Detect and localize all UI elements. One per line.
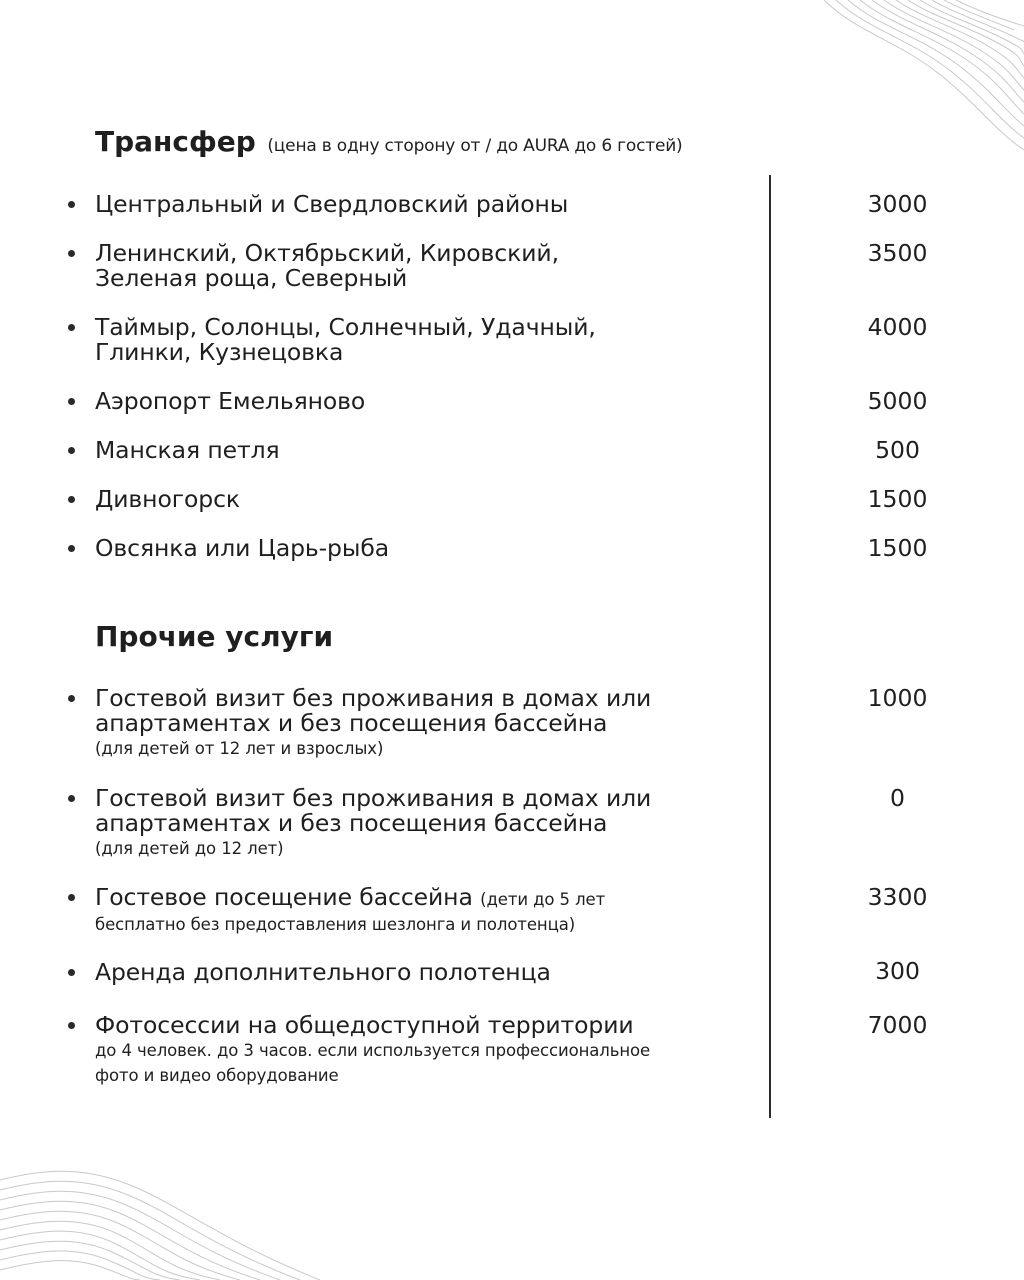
bullet [68, 496, 75, 503]
item-label: Фотосессии на общедоступной территории [95, 1011, 634, 1039]
transfer-note: (цена в одну сторону от / до AURA до 6 гостей) [267, 136, 683, 156]
item-price: 4000 [867, 313, 928, 341]
list-item [95, 438, 745, 463]
other-title: Прочие услуги [95, 620, 334, 653]
item-price: 3500 [867, 239, 928, 267]
item-note-line2: фото и видео оборудование [95, 1066, 339, 1085]
other-heading [95, 620, 333, 653]
list-item [95, 315, 745, 365]
item-inline-note: (дети до 5 лет [480, 890, 606, 909]
item-price: 300 [875, 957, 920, 985]
item-label: Гостевой визит без проживания в домах или [95, 784, 652, 812]
bullet [68, 398, 75, 405]
bullet [68, 545, 75, 552]
item-price: 3000 [867, 190, 928, 218]
wave-decoration-bottom [0, 1160, 320, 1280]
item-label: Центральный и Свердловский районы [95, 190, 569, 218]
list-item [95, 885, 745, 937]
column-divider [769, 175, 771, 1118]
list-item [95, 536, 745, 561]
item-label: Манская петля [95, 436, 280, 464]
bullet [68, 447, 75, 454]
list-item [95, 686, 745, 761]
item-price: 1500 [867, 534, 928, 562]
item-price: 7000 [867, 1011, 928, 1039]
item-label: Таймыр, Солонцы, Солнечный, Удачный, [95, 313, 596, 341]
item-label-line2: апартаментах и без посещения бассейна [95, 709, 608, 737]
item-label: Гостевой визит без проживания в домах или [95, 684, 652, 712]
item-price: 3300 [867, 883, 928, 911]
bullet [68, 795, 75, 802]
item-price: 500 [875, 436, 920, 464]
bullet [68, 695, 75, 702]
item-label-line2: Зеленая роща, Северный [95, 264, 408, 292]
bullet [68, 250, 75, 257]
list-item [95, 241, 745, 291]
bullet [68, 969, 75, 976]
list-item [95, 1013, 745, 1088]
list-item [95, 786, 745, 861]
item-label: Ленинский, Октябрьский, Кировский, [95, 239, 559, 267]
item-note: до 4 человек. до 3 часов. если используется профессиональное [95, 1041, 651, 1060]
item-price: 1500 [867, 485, 928, 513]
bullet [68, 324, 75, 331]
item-price: 1000 [867, 684, 928, 712]
list-item [95, 487, 745, 512]
item-price: 0 [890, 784, 905, 812]
transfer-title: Трансфер [95, 125, 256, 158]
item-label: Аренда дополнительного полотенца [95, 958, 551, 986]
item-label: Гостевое посещение бассейна [95, 883, 473, 911]
list-item [95, 389, 745, 414]
wave-decoration-top [814, 0, 1024, 160]
transfer-heading [95, 125, 682, 158]
bullet [68, 1022, 75, 1029]
item-label: Дивногорск [95, 485, 240, 513]
item-note: (для детей до 12 лет) [95, 839, 284, 858]
item-label: Аэропорт Емельяново [95, 387, 366, 415]
item-label: Овсянка или Царь-рыба [95, 534, 390, 562]
item-price: 5000 [867, 387, 928, 415]
item-label-line2: Глинки, Кузнецовка [95, 338, 344, 366]
item-note: (для детей от 12 лет и взрослых) [95, 739, 384, 758]
list-item [95, 192, 745, 217]
bullet [68, 201, 75, 208]
item-label-line2: апартаментах и без посещения бассейна [95, 809, 608, 837]
item-note: бесплатно без предоставления шезлонга и полотенца) [95, 915, 576, 934]
bullet [68, 894, 75, 901]
list-item [95, 960, 745, 985]
